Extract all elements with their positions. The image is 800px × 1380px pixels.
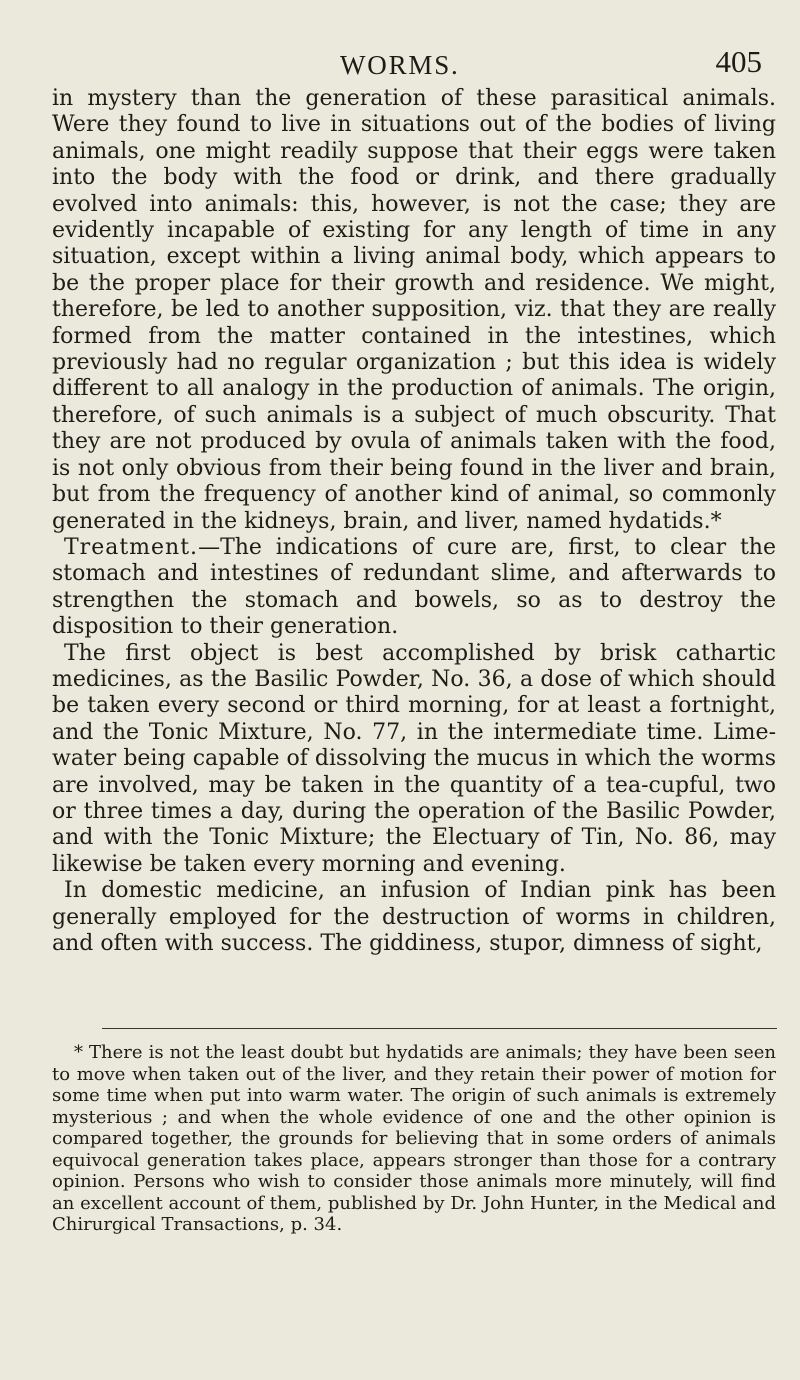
page-number: 405 (715, 44, 762, 79)
main-text (52, 86, 776, 957)
paragraph-domestic-medicine: In domestic medicine, an infusion of Indian pink has been generally employed for the destruction of worms in children, and often with success. The giddiness, stupor, dimness of sight, (52, 878, 776, 956)
footnote-divider (102, 1028, 777, 1029)
running-title: WORMS. (340, 50, 460, 80)
page-header (0, 32, 800, 80)
treatment-text: —The indications of cure are, first, to clear the stomach and intestines of redundant slime, and afterwards to strengthen the stomach and bowels, so as to destroy the disposition to their generation. (52, 534, 776, 640)
paragraph-cathartic-medicines: The first object is best accomplished by brisk cathartic medicines, as the Basilic Powder, No. 36, a dose of which should be taken every second or third morning, for at least a fortnight, and the Tonic Mixture, No. 77, in the intermediate time. Lime-water being capable of dissolving the mucus in which the worms are involved, may be taken in the quantity of a tea-cupful, two or three times a day, during the operation of the Basilic Powder, and with the Tonic Mixture; the Electuary of Tin, No. 86, may likewise be taken every morning and evening. (52, 640, 776, 877)
treatment-paragraph (52, 535, 776, 641)
footnote (52, 1042, 776, 1236)
paragraph-generation-of-worms: in mystery than the generation of these parasitical animals. Were they found to live in situations out of the bodies of living animals, one might readily suppose that their eggs were taken into the body with the food or drink, and there gradually evolved into animals: this, however, is not the case; they are evidently incapable of existing for any length of time in any situation, except within a living animal body, which appears to be the proper place for their growth and residence. We might, therefore, be led to another supposition, viz. that they are really formed from the matter contained in the intestines, which previously had no regular organization ; but this idea is widely different to all analogy in the production of animals. The origin, therefore, of such animals is a subject of much obscurity. That they are not produced by ovula of animals taken with the food, is not only obvious from their being found in the liver and brain, but from the frequency of another kind of animal, so commonly generated in the kidneys, brain, and liver, named hydatids.* (52, 86, 776, 534)
footnote-text: * There is not the least doubt but hydatids are animals; they have been seen to move when taken out of the liver, and they retain their power of motion for some time when put into warm water. The origin of such animals is extremely mysterious ; and when the whole evidence of one and the other opinion is compared together, the grounds for believing that in some orders of animals equivocal generation takes place, appears stronger than those for a contrary opinion. Persons who wish to consider those animals more minutely, will find an excellent account of them, published by Dr. John Hunter, in the Medical and Chirurgical Transactions, p. 34. (52, 1042, 776, 1235)
treatment-heading: Treatment. (64, 534, 199, 560)
